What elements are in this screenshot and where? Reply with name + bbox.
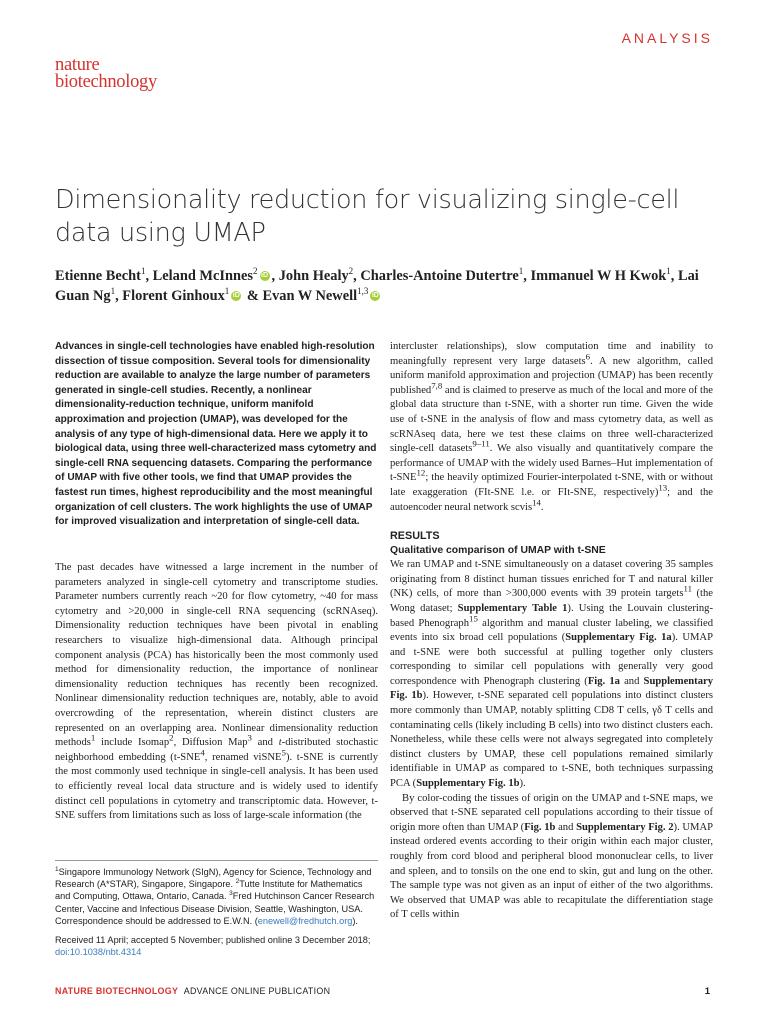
- author-name[interactable]: Etienne Becht: [55, 268, 141, 284]
- author-separator: ,: [115, 288, 123, 304]
- orcid-icon[interactable]: iD: [371, 292, 379, 299]
- author-separator: &: [243, 288, 263, 304]
- orcid-icon[interactable]: iD: [261, 272, 268, 279]
- journal-logo-line2: biotechnology: [55, 72, 157, 92]
- author-affiliation-sup: 1: [666, 266, 671, 277]
- abstract: Advances in single-cell technologies have enabled high-resolution dissection of tissue composition. Several tools for dimensionality reduction are available to analyze the large number of parameters generated in single-cell studies. Recently, a nonlinear dimensionality-reduction technique, uniform manifold approximation and projection (UMAP), was developed for the analysis of any type of high-dimensional data. Here we apply it to biological data, using three well-characterized mass cytometry and single-cell RNA sequencing datasets. Comparing the performance of UMAP with five other tools, we find that UMAP provides the fastest run times, highest reproducibility and the most meaningful organization of cell clusters. The work highlights the use of UMAP for improved visualization and interpretation of single-cell data.: [55, 341, 377, 528]
- journal-logo: [55, 57, 157, 91]
- footer-journal: NATURE BIOTECHNOLOGY: [55, 986, 179, 996]
- author-affiliation-sup: 1: [518, 266, 524, 277]
- author-list: [55, 266, 735, 306]
- doi-link[interactable]: doi:10.1038/nbt.4314: [55, 947, 142, 958]
- author-name[interactable]: John Healy: [278, 268, 349, 284]
- author-separator: ,: [145, 268, 153, 284]
- footnote-divider: [55, 860, 378, 861]
- article-title: Dimensionality reduction for visualizing single-cell data using UMAP: [55, 185, 680, 248]
- journal-logo-line1: nature: [55, 55, 100, 75]
- author-affiliation-sup: 1,3: [357, 286, 369, 297]
- footer-publication: ADVANCE ONLINE PUBLICATION: [183, 986, 331, 996]
- received-dates: [55, 934, 378, 959]
- results-paragraph-2: By color-coding the tissues of origin on the UMAP and t-SNE maps, we observed that t-SNE separated cell populations according to their tissue of origin more often than UMAP (Fig. 1b and Supplementary Fig. 2). UMAP instead ordered events according to their origin within each major cluster, roughly from cord blood and peripheral blood mononuclear cells, to liver and spleen, and to tonsils on the one end to skin, gut and lung on the other. The sample type was not given as an input of either of the two algorithms. We observed that UMAP was able to recapitulate the differentiation stage of T cells within: [390, 792, 714, 921]
- ref-supp-fig-1b[interactable]: Supplementary Fig. 1b: [390, 675, 714, 702]
- ref-supp-fig-1b[interactable]: Supplementary Fig. 1b: [416, 778, 520, 790]
- author-name[interactable]: Florent Ginhoux: [122, 288, 225, 304]
- author-affiliation-sup: 2: [253, 266, 258, 277]
- author-affiliation-sup: 1: [140, 266, 146, 277]
- results-heading: RESULTS: [390, 530, 440, 543]
- orcid-icon[interactable]: iD: [232, 292, 240, 299]
- ref-supp-fig-1a[interactable]: Supplementary Fig. 1a: [565, 632, 672, 644]
- ref-fig-1a[interactable]: Fig. 1a: [587, 675, 620, 687]
- section-label: ANALYSIS: [621, 30, 713, 46]
- author-name[interactable]: Lai Guan Ng: [55, 268, 699, 304]
- author-affiliation-sup: 2: [348, 266, 354, 277]
- publication-dates: Received 11 April; accepted 5 November; published online 3 December 2018;: [55, 935, 371, 945]
- author-separator: ,: [670, 268, 678, 284]
- ref-fig-1b[interactable]: Fig. 1b: [524, 821, 556, 833]
- results-paragraph-1: We ran UMAP and t-SNE simultaneously on a dataset covering 35 samples originating from 8 distinct human tissues enriched for T and natural killer (NK) cells, of more than >300,000 events with 39 protein targets$^{11}$ (the Wong dataset; Supplementary Table 1). Using the Louvain clustering-based Phenograph$^{15}$ algorithm and manual cluster labeling, we classified events into six broad cell populations (Supplementary Fig. 1a). UMAP and t-SNE were both successful at pulling together only clusters corresponding to similar cell populations with generally very good correspondence with Phenograph clustering (Fig. 1a and Supplementary Fig. 1b). However, t-SNE separated cell populations into distinct clusters more commonly than UMAP, notably splitting CD8 T cells, γδ T cells and contaminating cells (likely including B cells) into two distinct clusters each. Nonetheless, while these cells were not always segregated into completely distinct clusters by UMAP, these cell populations remained similarly identifiable in UMAP as compared to t-SNE, both techniques surpassing PCA (Supplementary Fig. 1b).: [390, 559, 714, 790]
- author-separator: ,: [523, 268, 531, 284]
- author-affiliation-sup: 1: [110, 286, 116, 297]
- intro-text: [55, 561, 378, 824]
- correspondence-email-link[interactable]: enewell@fredhutch.org: [257, 915, 353, 926]
- page-number: 1: [704, 986, 710, 997]
- ref-supp-fig-2[interactable]: Supplementary Fig. 2: [576, 821, 674, 833]
- intro-continued: intercluster relationships), slow computation time and inability to meaningfully represent very large datasets$^6$. A new algorithm, called uniform manifold approximation and projection (UMAP) has been recently published$^{7,8}$ and is claimed to preserve as much of the local and more of the global data structure than t-SNE, with a shorter run time. Given the wide use of t-SNE in the analysis of flow and mass cytometry data, as well as scRNAseq data, here we test these claims on three well-characterized single-cell datasets$^{9-11}$. We also visually and quantitatively compare the performance of UMAP with the widely used Barnes–Hut implementation of t-SNE$^{12}$; the heavily optimized Fourier-interpolated t-SNE, with or without late exaggeration (FIt-SNE l.e. or FIt-SNE, respectively)$^{13}$; and the autoencoder neural network scvis$^{14}$.: [390, 341, 713, 513]
- intro-paragraph: The past decades have witnessed a large increment in the number of parameters analyzed in single-cell cytometry and transcriptome studies. Parameter numbers currently reach ~20 for flow cytometry, ~40 for mass cytometry and >20,000 in single-cell RNA sequencing (scRNAseq). Dimensionality reduction techniques have been pivotal in enabling researchers to visualize high-dimensional data. Although principal component analysis (PCA) has historically been the most commonly used method for dimensionality reduction, the importance of nonlinear dimensionality reduction techniques has recently been recognized. Nonlinear dimensionality reduction techniques are, notably, able to avoid overcrowding of the representation, wherein distinct clusters are represented on an overlapping area. Nonlinear dimensionality reduction methods$^1$ include Isomap$^2$, Diffusion Map$^3$ and t-distributed stochastic neighborhood embedding (t-SNE$^4$, renamed viSNE$^5$). t-SNE is currently the most commonly used technique in single-cell analysis. It has been used to efficiently reveal local data structure and is widely used to identify distinct cell populations in cytometry and transcriptomic data. However, t-SNE suffers from limitations such as loss of large-scale information (the: [55, 562, 379, 822]
- author-name[interactable]: Evan W Newell: [262, 288, 358, 304]
- page-footer: [55, 986, 330, 996]
- author-name[interactable]: Charles-Antoine Dutertre: [360, 268, 519, 284]
- author-separator: ,: [353, 268, 361, 284]
- results-subheading: Qualitative comparison of UMAP with t-SNE: [390, 544, 606, 556]
- author-name[interactable]: Immanuel W H Kwok: [530, 268, 667, 284]
- author-name[interactable]: Leland McInnes: [152, 268, 253, 284]
- author-separator: ,: [271, 268, 279, 284]
- affiliations: $^1$Singapore Immunology Network (SIgN), Agency for Science, Technology and Research (A*STAR), Singapore, Singapore. $^2$Tutte Institute for Mathematics and Computing, Ottawa, Ontario, Canada. $^3$Fred Hutchinson Cancer Research Center, Vaccine and Infectious Disease Division, Seattle, Washington, USA. Correspondence should be addressed to E.W.N. (enewell@fredhutch.org).: [55, 865, 375, 926]
- ref-supp-table-1[interactable]: Supplementary Table 1: [457, 602, 568, 614]
- author-affiliation-sup: 1: [224, 286, 230, 297]
- right-column: [390, 340, 713, 923]
